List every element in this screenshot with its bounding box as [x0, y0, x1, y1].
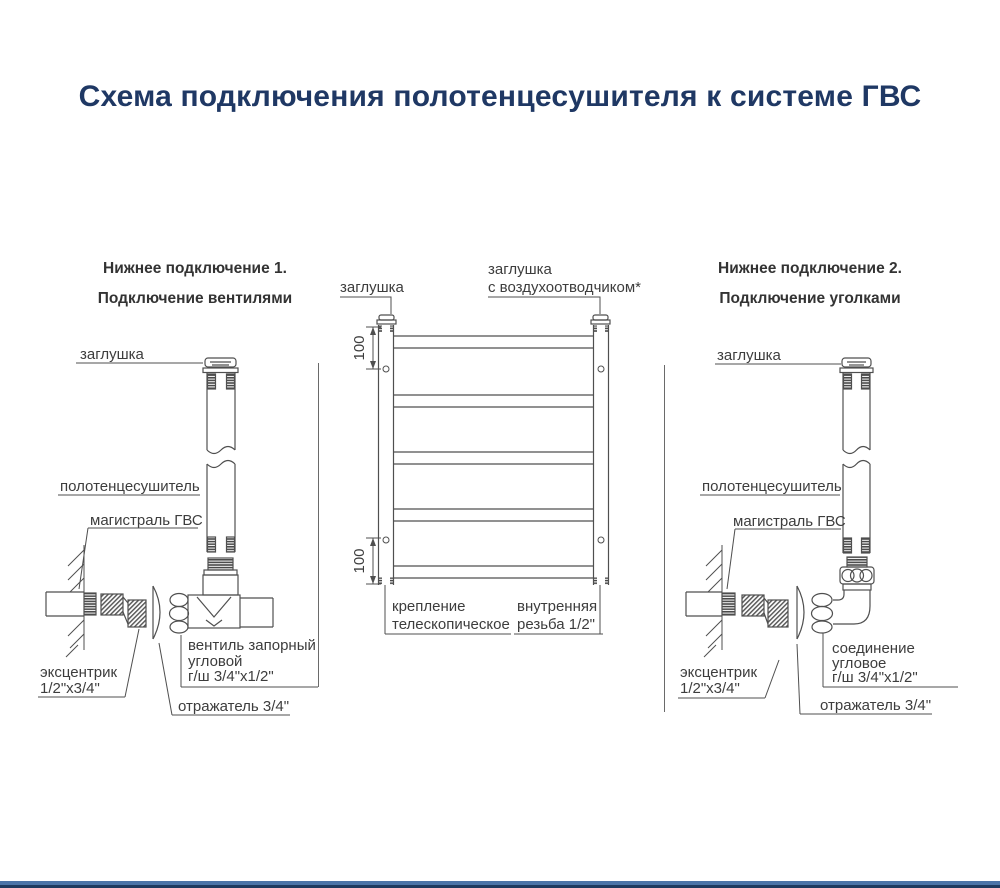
right-reflector-pointer — [797, 644, 800, 714]
right-main-line-label: магистраль ГВС — [733, 513, 846, 530]
panel-left-valve-connection — [38, 260, 318, 715]
right-cap-label: заглушка — [717, 347, 781, 364]
middle-airvent-label-2: с воздухоотводчиком* — [488, 279, 641, 296]
middle-thread-label-1: внутренняя — [517, 598, 598, 615]
left-valve-drawing — [170, 558, 274, 633]
right-main-line-pointer — [727, 529, 735, 589]
middle-airvent-leader — [488, 297, 600, 314]
left-riser-pipe — [207, 372, 235, 552]
middle-cap-label: заглушка — [340, 279, 404, 296]
middle-airvent-label-1: заглушка — [488, 261, 552, 278]
left-reflector-drawing — [153, 586, 160, 639]
left-main-line-label: магистраль ГВС — [90, 512, 203, 529]
middle-cap-leader — [340, 297, 391, 314]
middle-left-cap — [377, 315, 396, 324]
right-eccentric-drawing — [742, 595, 788, 627]
left-eccentric-pointer — [125, 629, 139, 697]
right-wall-pipe — [686, 592, 735, 616]
right-eccentric-label-1: эксцентрик — [680, 664, 758, 681]
right-heading-1: Нижнее подключение 2. — [718, 260, 902, 277]
middle-mount-label-1: крепление — [392, 598, 466, 615]
right-elbow-drawing — [812, 557, 875, 633]
middle-rungs — [394, 336, 594, 578]
left-heading-2: Подключение вентилями — [97, 290, 293, 307]
right-reflector-drawing — [797, 586, 804, 639]
left-wall — [66, 545, 84, 657]
right-corner-label-2: угловое — [832, 655, 887, 672]
right-reflector-label: отражатель 3/4" — [820, 697, 932, 714]
right-wall — [704, 545, 722, 657]
left-valve-label-2: угловой — [188, 653, 243, 670]
left-reflector-pointer — [159, 643, 172, 715]
middle-dim-top-text: 100 — [351, 335, 368, 361]
left-towel-rail-label: полотенцесушитель — [60, 478, 200, 495]
middle-mount-label-2: телескопическое — [392, 616, 510, 633]
left-wall-pipe — [46, 592, 96, 616]
left-valve-label-1: вентиль запорный — [188, 637, 316, 654]
left-eccentric-label-1: эксцентрик — [40, 664, 118, 681]
panel-middle-towel-rail — [340, 261, 641, 634]
middle-right-cap — [591, 315, 610, 324]
right-cap-drawing — [840, 358, 873, 373]
right-corner-label-1: соединение — [832, 640, 915, 657]
panel-right-corner-connection — [678, 260, 958, 714]
middle-thread-label-2: резьба 1/2" — [517, 616, 595, 633]
right-riser-pipe — [843, 372, 870, 553]
right-eccentric-label-2: 1/2"х3/4" — [680, 680, 740, 697]
middle-dim-bottom-text: 100 — [351, 548, 368, 574]
left-eccentric-drawing — [101, 594, 146, 627]
left-eccentric-label-2: 1/2"х3/4" — [40, 680, 100, 697]
left-valve-label-3: г/ш 3/4"х1/2" — [188, 668, 274, 685]
page-title: Схема подключения полотенцесушителя к системе ГВС — [78, 80, 922, 113]
left-cap-drawing — [203, 358, 238, 373]
left-reflector-label: отражатель 3/4" — [178, 698, 290, 715]
right-corner-label-3: г/ш 3/4"х1/2" — [832, 669, 918, 686]
right-towel-rail-label: полотенцесушитель — [702, 478, 842, 495]
right-heading-2: Подключение уголками — [719, 290, 901, 307]
right-eccentric-pointer — [765, 660, 779, 698]
left-cap-label: заглушка — [80, 346, 144, 363]
left-heading-1: Нижнее подключение 1. — [103, 260, 287, 277]
middle-posts — [379, 325, 609, 585]
middle-mount-holes — [383, 366, 604, 543]
